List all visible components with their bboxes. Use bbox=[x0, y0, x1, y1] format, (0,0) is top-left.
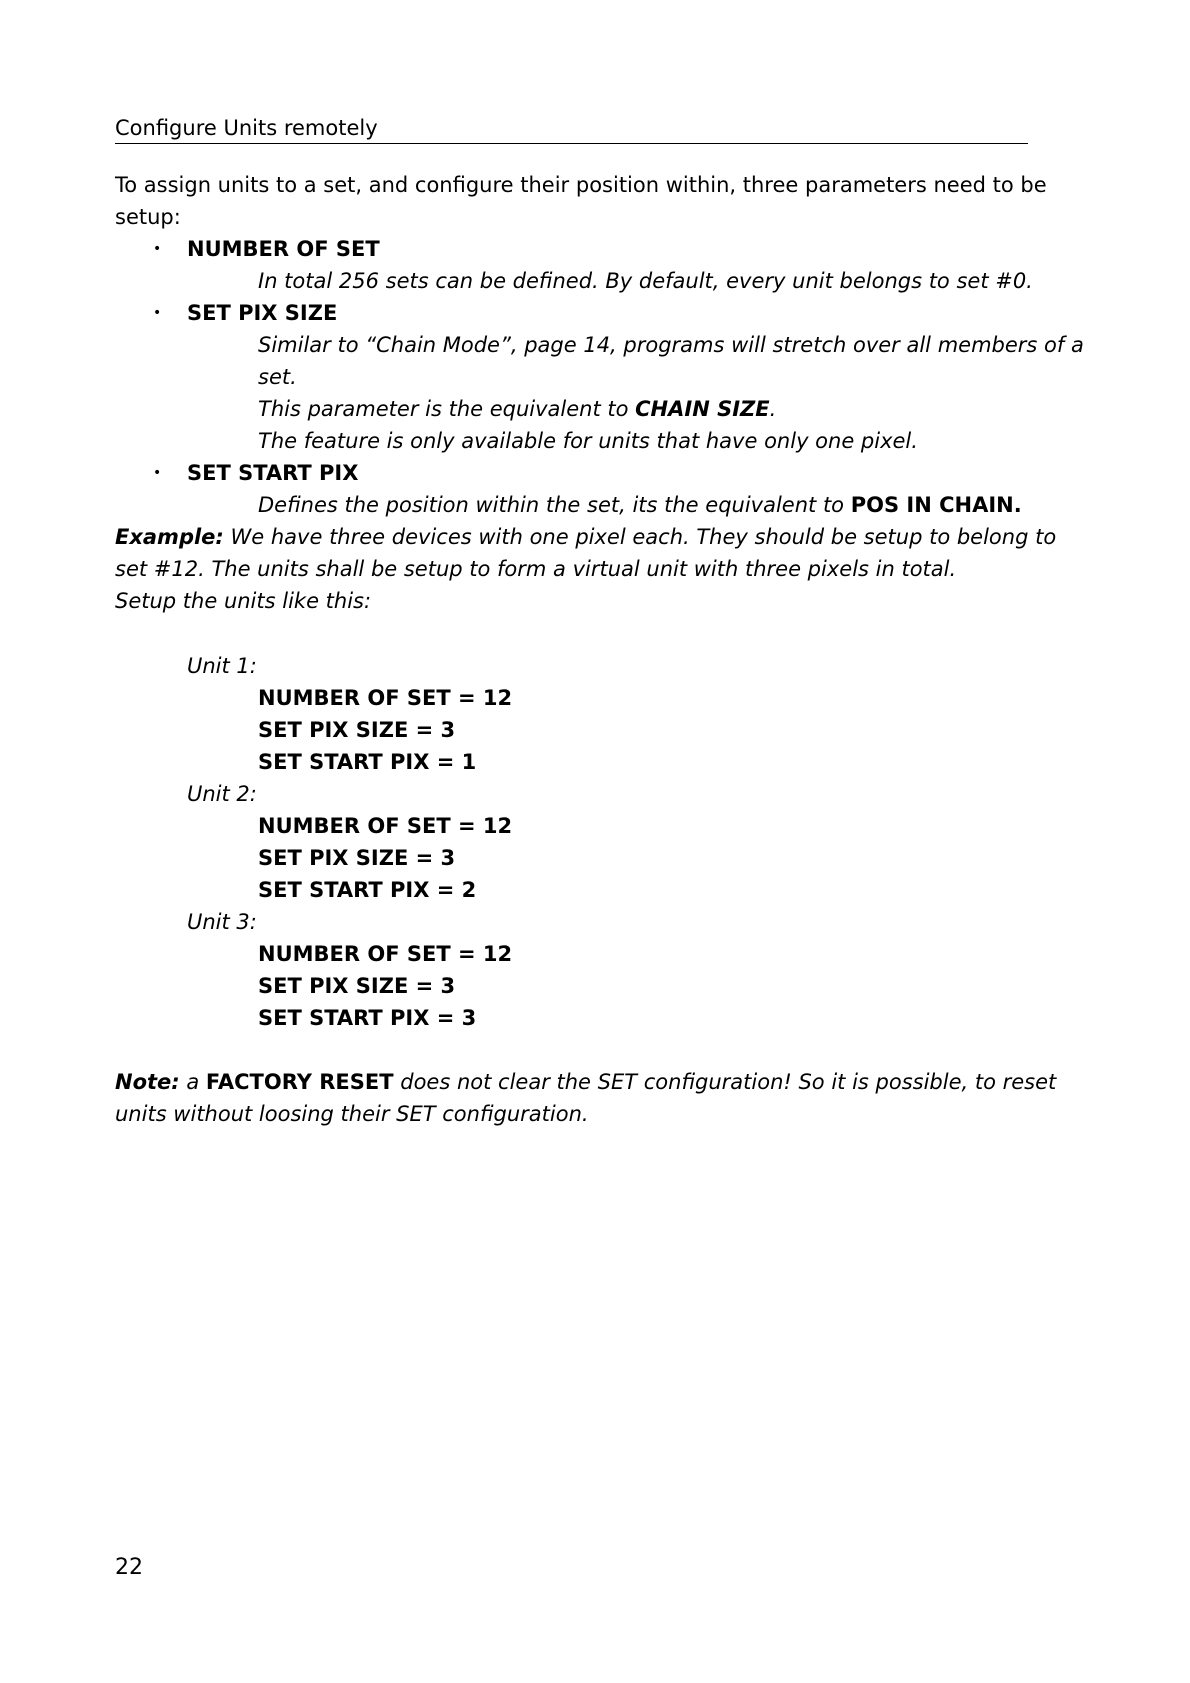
unit-label: Unit 2: bbox=[187, 782, 257, 806]
note-line-2: units without loosing their SET configuration. bbox=[115, 1102, 589, 1126]
unit-label: Unit 1: bbox=[187, 654, 257, 678]
unit-setting: SET PIX SIZE = 3 bbox=[258, 974, 456, 998]
param-name-set-start-pix: SET START PIX bbox=[187, 461, 359, 485]
unit-setting: SET PIX SIZE = 3 bbox=[258, 846, 456, 870]
note-line-1: Note: a FACTORY RESET does not clear the SET configuration! So it is possible, to reset bbox=[115, 1070, 1057, 1094]
note-label: Note: bbox=[115, 1070, 180, 1094]
section-header: Configure Units remotely bbox=[115, 113, 1028, 144]
example-label: Example: bbox=[115, 525, 224, 549]
param-name-number-of-set: NUMBER OF SET bbox=[187, 237, 380, 261]
bullet-icon: • bbox=[153, 305, 162, 321]
unit-setting: NUMBER OF SET = 12 bbox=[258, 814, 513, 838]
example-line-1: Example: We have three devices with one pixel each. They should be setup to belong to bbox=[115, 525, 1057, 549]
param-desc-number-of-set: In total 256 sets can be defined. By default, every unit belongs to set #0. bbox=[258, 269, 1033, 293]
param-desc-set-pix-size-3: This parameter is the equivalent to CHAIN SIZE. bbox=[258, 397, 777, 421]
unit-setting: SET PIX SIZE = 3 bbox=[258, 718, 456, 742]
factory-reset-term: FACTORY RESET bbox=[205, 1070, 394, 1094]
param-desc-set-start-pix: Defines the position within the set, its the equivalent to POS IN CHAIN. bbox=[258, 493, 1022, 517]
example-line-3: Setup the units like this: bbox=[115, 589, 372, 613]
bullet-icon: • bbox=[153, 241, 162, 257]
page-number: 22 bbox=[115, 1555, 143, 1580]
unit-setting: NUMBER OF SET = 12 bbox=[258, 686, 513, 710]
unit-label: Unit 3: bbox=[187, 910, 257, 934]
example-line-2: set #12. The units shall be setup to form a virtual unit with three pixels in total. bbox=[115, 557, 957, 581]
unit-setting: SET START PIX = 1 bbox=[258, 750, 477, 774]
bullet-icon: • bbox=[153, 465, 162, 481]
pos-in-chain-term: POS IN CHAIN bbox=[850, 493, 1014, 517]
unit-setting: NUMBER OF SET = 12 bbox=[258, 942, 513, 966]
chain-size-term: CHAIN SIZE bbox=[635, 397, 770, 421]
unit-setting: SET START PIX = 2 bbox=[258, 878, 477, 902]
param-desc-set-pix-size-2: set. bbox=[258, 365, 297, 389]
intro-line-1: To assign units to a set, and configure their position within, three parameters need to be bbox=[115, 173, 1047, 197]
param-desc-set-pix-size-1: Similar to “Chain Mode”, page 14, programs will stretch over all members of a bbox=[258, 333, 1084, 357]
param-name-set-pix-size: SET PIX SIZE bbox=[187, 301, 338, 325]
intro-line-2: setup: bbox=[115, 205, 181, 229]
unit-setting: SET START PIX = 3 bbox=[258, 1006, 477, 1030]
param-desc-set-pix-size-4: The feature is only available for units that have only one pixel. bbox=[258, 429, 918, 453]
